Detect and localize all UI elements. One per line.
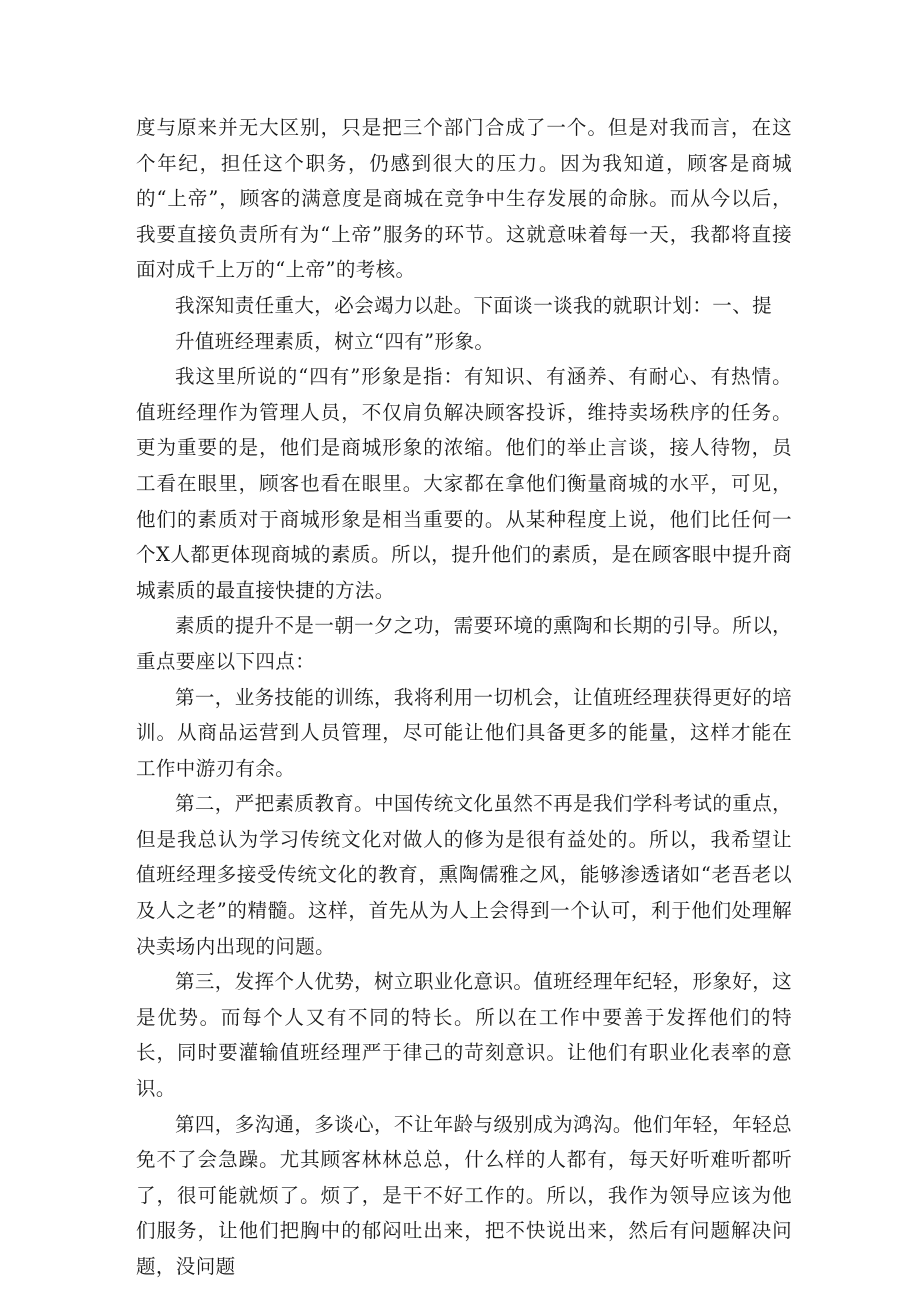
paragraph-4: 我这里所说的“四有”形象是指：有知识、有涵养、有耐心、有热情。值班经理作为管理人员，不仅肩负解决顾客投诉，维持卖场秩序的任务。更为重要的是，他们是商城形象的浓缩。他们的举止言谈，接人待物，员工看在眼里，顾客也看在眼里。大家都在拿他们衡量商城的水平，可见，他们的素质对于商城形象是相当重要的。从某种程度上说，他们比任何一个X人都更体现商城的素质。所以，提升他们的素质，是在顾客眼中提升商城素质的最直接快捷的方法。 [136,365,792,602]
paragraph-5: 素质的提升不是一朝一夕之功，需要环境的熏陶和长期的引导。所以，重点要座以下四点： [136,614,792,673]
paragraph-6: 第一，业务技能的训练，我将利用一切机会，让值班经理获得更好的培训。从商品运营到人员管理，尽可能让他们具备更多的能量，这样才能在工作中游刃有余。 [136,685,792,780]
paragraph-3: 升值班经理素质，树立“四有”形象。 [175,329,495,353]
paragraph-8: 第三，发挥个人优势，树立职业化意识。值班经理年纪轻，形象好，这是优势。而每个人又有不同的特长。所以在工作中要善于发挥他们的特长，同时要灌输值班经理严于律己的苛刻意识。让他们有职业化表率的意识。 [136,970,792,1101]
paragraph-9: 第四，多沟通，多谈心，不让年龄与级别成为鸿沟。他们年轻，年轻总免不了会急躁。尤其顾客林林总总，什么样的人都有，每天好听难听都听了，很可能就烦了。烦了，是干不好工作的。所以，我作为领导应该为他们服务，让他们把胸中的郁闷吐出来，把不快说出来，然后有问题解决问题，没问题 [136,1112,792,1278]
document-page [136,110,792,1285]
paragraph-1: 度与原来并无大区别，只是把三个部门合成了一个。但是对我而言，在这个年纪，担任这个职务，仍感到很大的压力。因为我知道，顾客是商城的“上帝”，顾客的满意度是商城在竞争中生存发展的命脉。而从今以后，我要直接负责所有为“上帝”服务的环节。这就意味着每一天，我都将直接面对成千上万的“上帝”的考核。 [136,116,792,282]
paragraph-7: 第二，严把素质教育。中国传统文化虽然不再是我们学科考试的重点，但是我总认为学习传统文化对做人的修为是很有益处的。所以，我希望让值班经理多接受传统文化的教育，熏陶儒雅之风，能够渗透诸如“老吾老以及人之老”的精髓。这样，首先从为人上会得到一个认可，利于他们处理解决卖场内出现的问题。 [136,792,792,958]
paragraph-2: 我深知责任重大，必会竭力以赴。下面谈一谈我的就职计划：一、提 [175,293,773,317]
